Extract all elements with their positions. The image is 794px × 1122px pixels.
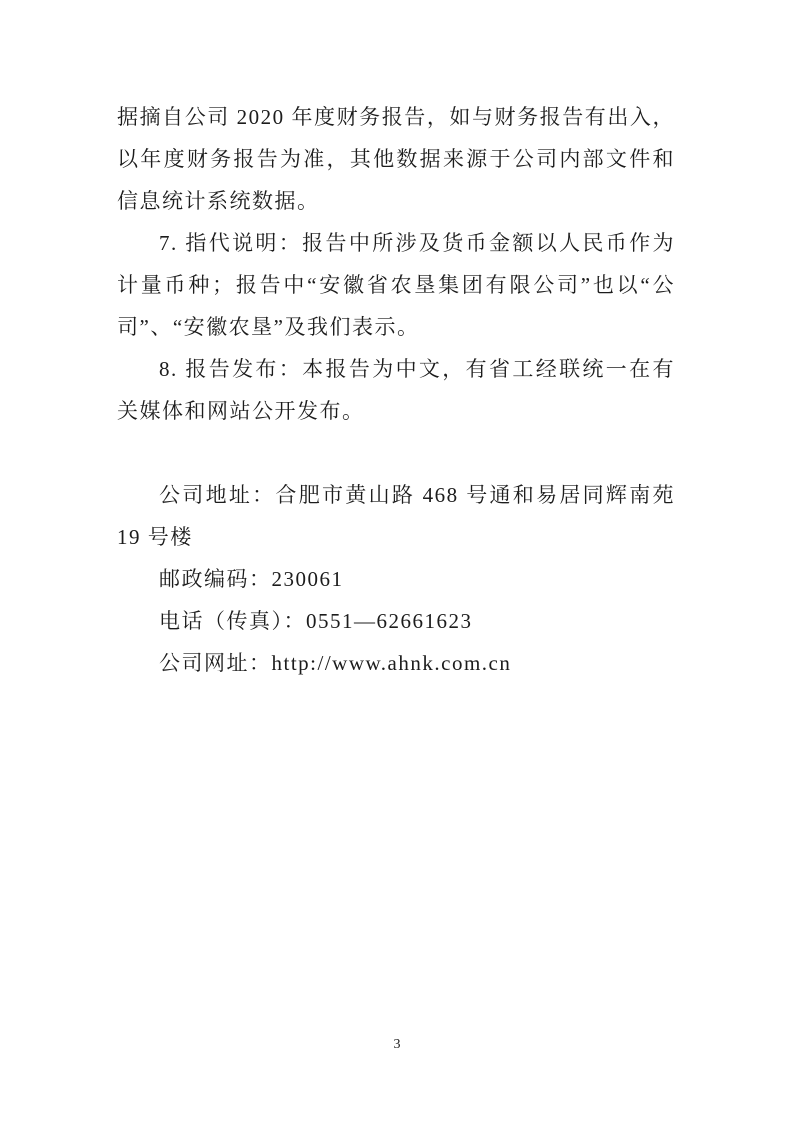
document-body xyxy=(117,96,675,684)
postal-code-line: 邮政编码：230061 xyxy=(159,567,344,591)
list-item-8: 8. 报告发布：本报告为中文，有省工经联统一在有关媒体和网站公开发布。 xyxy=(117,357,675,423)
website-line: 公司网址：http://www.ahnk.com.cn xyxy=(159,651,512,675)
page-footer xyxy=(0,1036,794,1054)
list-item-7: 7. 指代说明：报告中所涉及货币金额以人民币作为计量币种；报告中“安徽省农垦集团有限公司”也以“公司”、“安徽农垦”及我们表示。 xyxy=(117,231,675,339)
body-text-continuation: 据摘自公司 2020 年度财务报告，如与财务报告有出入，以年度财务报告为准，其他数据来源于公司内部文件和信息统计系统数据。 xyxy=(117,105,675,213)
phone-fax-line: 电话（传真）：0551—62661623 xyxy=(159,609,473,633)
company-address-line: 公司地址：合肥市黄山路 468 号通和易居同辉南苑 19 号楼 xyxy=(117,483,675,549)
page-number: 3 xyxy=(393,1037,401,1052)
